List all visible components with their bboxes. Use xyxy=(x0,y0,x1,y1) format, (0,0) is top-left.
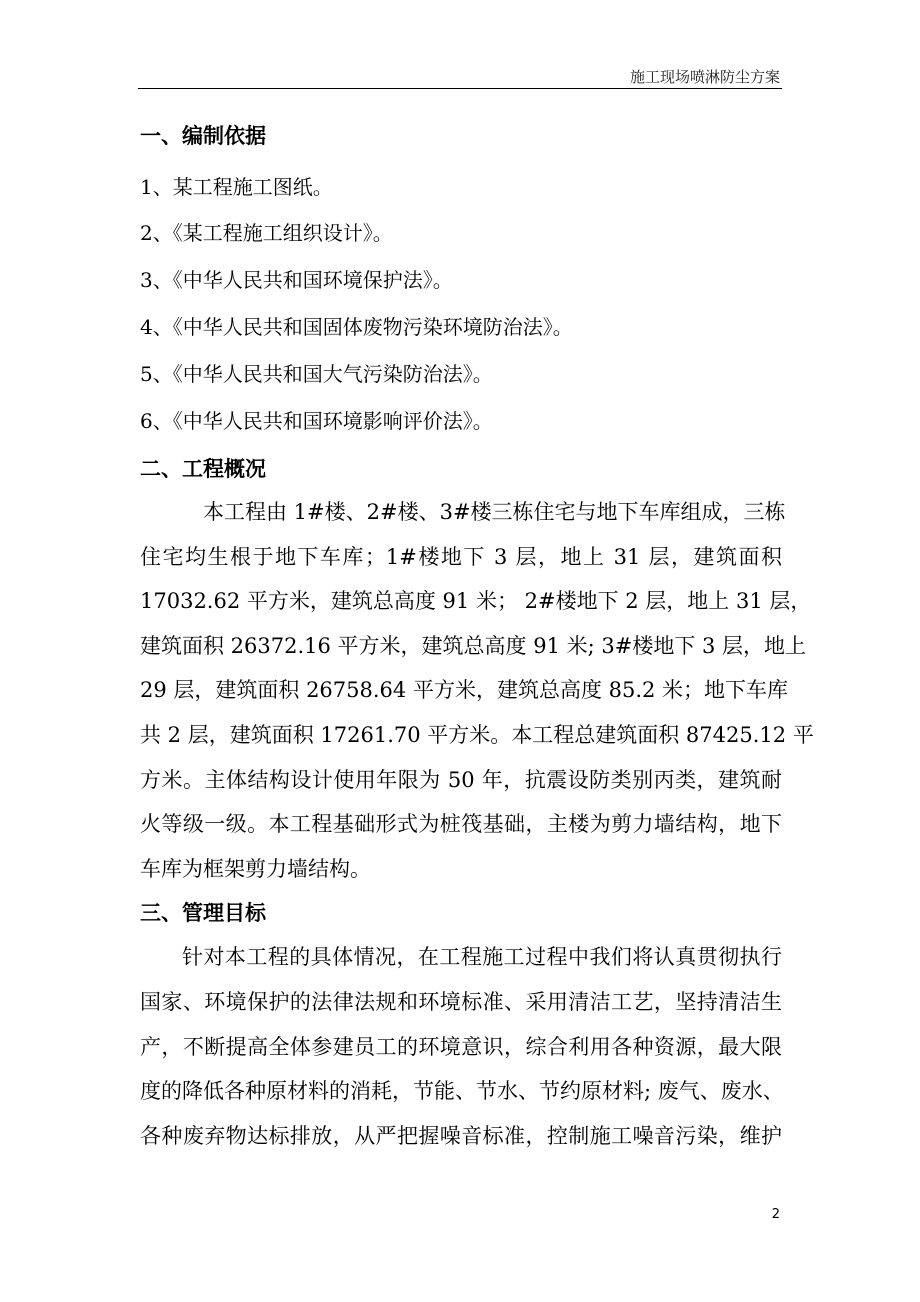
list-item: 3、《中华人民共和国环境保护法》。 xyxy=(140,268,453,292)
paragraph-line: 29 层，建筑面积 26758.64 平方米，建筑总高度 85.2 米；地下车库 xyxy=(140,678,789,703)
list-item: 1、某工程施工图纸。 xyxy=(140,175,333,199)
section-heading: 三、管理目标 xyxy=(140,901,266,926)
paragraph-line: 车库为框架剪力墙结构。 xyxy=(140,856,371,881)
paragraph-line: 共 2 层，建筑面积 17261.70 平方米。本工程总建筑面积 87425.12 平 xyxy=(140,722,814,747)
paragraph-line: 住宅均生根于地下车库；1#楼地下 3 层，地上 31 层，建筑面积 xyxy=(140,544,782,569)
paragraph-line: 建筑面积 26372.16 平方米，建筑总高度 91 米; 3#楼地下 3 层，地上 xyxy=(140,633,807,658)
paragraph-line: 火等级一级。本工程基础形式为桩筏基础，主楼为剪力墙结构，地下 xyxy=(140,812,782,837)
list-item: 4、《中华人民共和国固体废物污染环境防治法》。 xyxy=(140,315,573,339)
list-item: 2、《某工程施工组织设计》。 xyxy=(140,221,393,245)
paragraph-line: 度的降低各种原材料的消耗，节能、节水、节约原材料; 废气、废水、 xyxy=(140,1079,784,1104)
paragraph-line: 本工程由 1#楼、2#楼、3#楼三栋住宅与地下车库组成，三栋 xyxy=(203,500,786,524)
section-heading: 一、编制依据 xyxy=(140,124,266,148)
paragraph xyxy=(140,490,814,891)
header-divider xyxy=(138,88,782,89)
list-item: 6、《中华人民共和国环境影响评价法》。 xyxy=(140,409,493,433)
page-number: 2 xyxy=(771,1207,780,1222)
running-header: 施工现场喷淋防尘方案 xyxy=(629,68,780,86)
paragraph-line: 各种废弃物达标排放，从严把握噪音标准，控制施工噪音污染，维护 xyxy=(140,1123,782,1148)
document-body xyxy=(140,120,814,1158)
paragraph-line: 方米。主体结构设计使用年限为 50 年，抗震设防类别丙类，建筑耐 xyxy=(140,767,782,792)
section-heading: 二、工程概况 xyxy=(140,457,266,481)
paragraph xyxy=(140,935,782,1158)
paragraph-line: 产，不断提高全体参建员工的环境意识，综合利用各种资源，最大限 xyxy=(140,1034,782,1059)
list-item: 5、《中华人民共和国大气污染防治法》。 xyxy=(140,362,493,386)
paragraph-line: 国家、环境保护的法律法规和环境标准、采用清洁工艺，坚持清洁生 xyxy=(140,989,782,1014)
paragraph-line: 针对本工程的具体情况，在工程施工过程中我们将认真贯彻执行 xyxy=(182,945,782,970)
paragraph-line: 17032.62 平方米，建筑总高度 91 米； 2#楼地下 2 层，地上 31 层， xyxy=(140,589,812,614)
